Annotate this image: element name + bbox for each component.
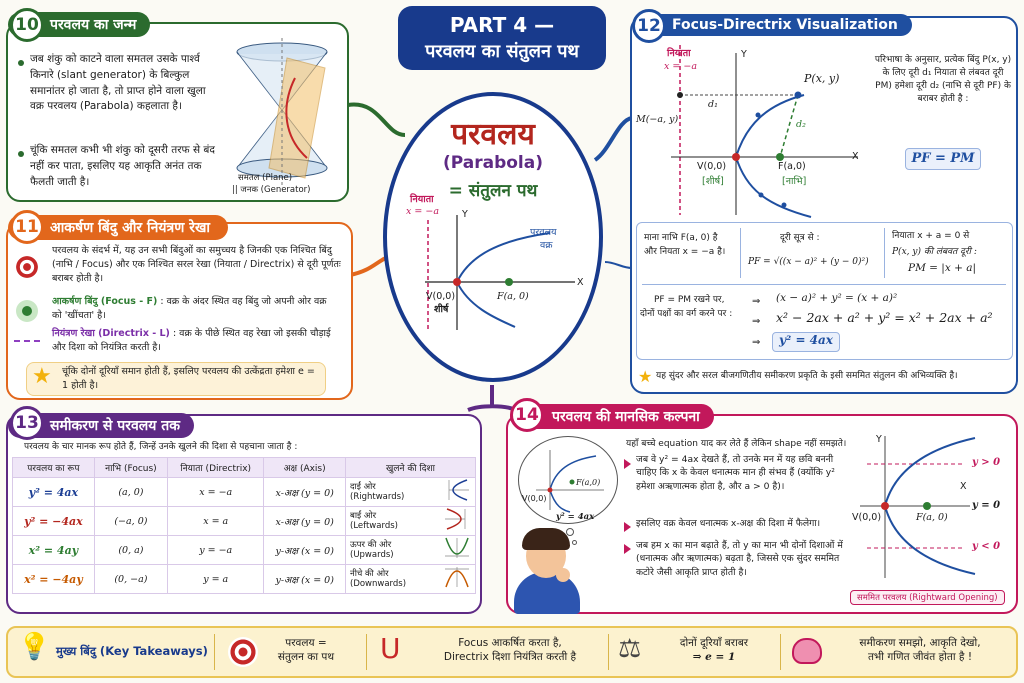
- implies-arrow: ⇒: [752, 316, 761, 327]
- g-vertex: V(0,0): [852, 512, 882, 523]
- table-header-row: [13, 458, 476, 478]
- implies-arrow: ⇒: [752, 296, 761, 307]
- row-directrix: x = −a: [168, 478, 264, 507]
- s12-footer: यह सुंदर और सरल बीजगणितीय समीकरण प्रकृति के इसी सममित संतुलन की अभिव्यक्ति है।: [656, 371, 958, 381]
- center-title: परवलय: [451, 117, 535, 152]
- center-english: (Parabola): [442, 153, 544, 173]
- brain-icon: [792, 638, 822, 664]
- star-icon: ★: [32, 364, 52, 389]
- center-directrix-eq: x = −a: [406, 206, 439, 217]
- g-y-zero: y = 0: [972, 500, 1001, 511]
- mini-parabola-down: [443, 565, 471, 589]
- directrix-line-icon: [14, 340, 40, 342]
- bulb-icon: 💡: [18, 632, 51, 662]
- divider: [366, 634, 367, 670]
- section-10-number: 10: [10, 8, 44, 42]
- table-row: [13, 536, 476, 565]
- section-11-number: 11: [10, 210, 44, 244]
- bullet-arrow: [624, 459, 631, 469]
- row-open: ऊपर की ओर: [350, 539, 392, 550]
- child-hand: [556, 568, 570, 582]
- takeaway-3b: ⇒ e = 1: [692, 651, 736, 664]
- center-vertex-name: शीर्ष: [434, 304, 449, 315]
- center-vertex: V(0,0): [426, 291, 456, 302]
- g-y-positive: y > 0: [972, 457, 1001, 468]
- takeaway-4b: तभी गणित जीवंत होता है !: [867, 651, 973, 664]
- takeaways-title: मुख्य बिंदु (Key Takeaways): [56, 644, 208, 658]
- s14-bullet-3: जब हम x का मान बढ़ाते हैं, तो y का मान भी दोनों दिशाओं में (धनात्मक और ऋणात्मक) बढ़ता है, जिससे एक सुंदर सममित कटोरे जैसी आकृति प्राप्त होती है।: [636, 540, 843, 578]
- center-curve-label2: वक्र: [540, 240, 553, 251]
- s14-graph-caption: सममित परवलय (Rightward Opening): [850, 590, 1005, 605]
- s12-c1a: माना नाभि F(a, 0) है: [644, 233, 718, 243]
- thought-bubble: [566, 528, 574, 536]
- table-row: [13, 507, 476, 536]
- title-banner: [398, 6, 606, 70]
- takeaway-1: [266, 636, 346, 664]
- row-focus: (−a, 0): [94, 507, 167, 536]
- s12-dir-eq: x = −a: [664, 61, 697, 72]
- s14-intro: यहाँ बच्चे equation याद कर लेते हैं लेकिन shape नहीं समझते।: [626, 439, 847, 449]
- s12-step2: दोनों पक्षों का वर्ग करने पर :: [640, 309, 733, 319]
- table-header: अक्ष (Axis): [264, 458, 346, 478]
- takeaway-3: [654, 636, 774, 664]
- center-directrix-label: नियाता: [410, 194, 434, 205]
- bullet: [18, 60, 24, 66]
- row-focus: (0, −a): [94, 565, 167, 594]
- center-y-axis: Y: [462, 209, 468, 220]
- takeaway-2: [418, 636, 602, 664]
- row-directrix: y = a: [168, 565, 264, 594]
- takeaway-2a: Focus आकर्षित करता है,: [458, 637, 562, 649]
- mini-parabola-up: [443, 536, 471, 560]
- s12-M: M(−a, y): [636, 114, 679, 125]
- star-icon: ★: [638, 367, 653, 386]
- section-12-title: Focus-Directrix Visualization: [672, 17, 898, 33]
- takeaway-1b: संतुलन का पथ: [277, 651, 335, 664]
- cloud-V: V(0,0): [522, 494, 547, 503]
- divider: [780, 634, 781, 670]
- s12-c3b: P(x, y) की लंबवत दूरी :: [892, 247, 977, 257]
- row-axis: y-अक्ष (x = 0): [264, 565, 346, 594]
- s12-eq1: (x − a)² + y² = (x + a)²: [776, 292, 898, 304]
- child-hair: [522, 528, 570, 550]
- row-direction: [346, 507, 476, 536]
- table-header: नाभि (Focus): [94, 458, 167, 478]
- table-header: परवलय का रूप: [13, 458, 95, 478]
- s11-dir-head: नियंत्रण रेखा (Directrix - L): [52, 328, 170, 339]
- takeaway-1a: परवलय =: [285, 637, 327, 649]
- s12-d1: d₁: [708, 99, 718, 110]
- s11-dir-text: : वक्र के पीछे स्थित वह रेखा जो इसकी चौड़ाई और दिशा को नियंत्रित करती है।: [52, 328, 331, 353]
- parabola-forms-table: [12, 457, 476, 594]
- s14-bullet-1: जब वे y² = 4ax देखते हैं, तो उनके मन में यह छवि बननी चाहिए कि x के केवल धनात्मक मान ही संभव हैं (क्योंकि y² हमेशा अऋणात्मक होता है, और a > 0 है)।: [636, 454, 835, 492]
- takeaway-4: [830, 636, 1010, 664]
- s12-c3a: नियाता x + a = 0 से: [892, 231, 970, 241]
- s13-intro: परवलय के चार मानक रूप होते हैं, जिन्हें उनके खुलने की दिशा से पहचाना जाता है :: [24, 442, 298, 452]
- section-10-title: परवलय का जन्म: [50, 17, 137, 33]
- row-open: दाईं ओर: [350, 481, 376, 492]
- cone-caption-plane: समतल (Plane): [238, 173, 293, 183]
- s12-focus-name: [नाभि]: [782, 176, 807, 187]
- implies-arrow: ⇒: [752, 337, 761, 348]
- s12-c2b: PF = √((x − a)² + (y − 0)²): [748, 257, 869, 267]
- g-x-axis: X: [960, 481, 967, 492]
- row-axis: x-अक्ष (y = 0): [264, 478, 346, 507]
- divider: [214, 634, 215, 670]
- s12-x-axis: X: [852, 151, 859, 162]
- section-13-title: समीकरण से परवलय तक: [50, 418, 180, 434]
- row-open-en: (Rightwards): [350, 492, 405, 502]
- focus-dot-icon: [16, 300, 38, 322]
- section-12-number: 12: [632, 9, 666, 43]
- row-form: y² = −4ax: [13, 507, 95, 536]
- row-direction: [346, 565, 476, 594]
- thought-bubble: [572, 540, 577, 545]
- title-subtitle: परवलय का संतुलन पथ: [425, 41, 579, 62]
- row-form: x² = −4ay: [13, 565, 95, 594]
- row-directrix: x = a: [168, 507, 264, 536]
- table-header: खुलने की दिशा: [346, 458, 476, 478]
- center-tagline: = संतुलन पथ: [448, 181, 538, 201]
- target-icon: [228, 637, 258, 667]
- row-form: x² = 4ay: [13, 536, 95, 565]
- s12-definition: परिभाषा के अनुसार, प्रत्येक बिंदु P(x, y) के लिए दूरी d₁ नियाता से लंबवत दूरी PM) हमेशा दूरी d₂ (नाभि से दूरी PF) के बराबर होती है :: [874, 55, 1012, 105]
- s12-F: F(a,0): [778, 161, 806, 172]
- row-direction: [346, 536, 476, 565]
- s10-para-2: चूंकि समतल कभी भी शंकु को दूसरी तरफ से बंद नहीं कर पाता, इसलिए यह आकृति अनंत तक फैलती जाती है।: [30, 144, 215, 188]
- row-open: नीचे की ओर: [350, 568, 389, 579]
- title-part: PART 4 —: [449, 13, 555, 37]
- divider: [740, 228, 741, 278]
- row-open-en: (Downwards): [350, 579, 407, 589]
- s12-eq3: y² = 4ax: [772, 332, 840, 352]
- magnet-icon: Ս: [380, 632, 401, 665]
- table-row: [13, 565, 476, 594]
- center-curve-label: परवलय: [530, 227, 557, 238]
- s12-def-eq: PF = PM: [905, 148, 981, 170]
- s11-note: चूंकि दोनों दूरियाँ समान होती हैं, इसलिए परवलय की उत्केंद्रता हमेशा e = 1 होती है।: [62, 366, 315, 391]
- table-header: नियाता (Directrix): [168, 458, 264, 478]
- mini-parabola-left: [443, 507, 471, 531]
- center-focus: F(a, 0): [497, 291, 529, 302]
- s11-focus-head: आकर्षण बिंदु (Focus - F): [52, 296, 158, 307]
- takeaway-4a: समीकरण समझो, आकृति देखो,: [859, 637, 981, 649]
- s14-bullet-2: इसलिए वक्र केवल धनात्मक x-अक्ष की दिशा में फैलेगा।: [636, 518, 821, 529]
- cloud-eq: y² = 4ax: [556, 512, 595, 522]
- s12-dir-label: नियाता: [667, 48, 691, 59]
- s12-y-axis: Y: [741, 49, 747, 60]
- s10-para-1: जब शंकु को काटने वाला समतल उसके पार्श्व किनारे (slant generator) के बिल्कुल समानांतर हो जाता है, तो प्राप्त होने वाला खुला वक्र परवलय (Parabola) कहलाता है।: [30, 53, 206, 113]
- center-x-axis: X: [577, 277, 584, 288]
- s11-directrix: [52, 327, 332, 355]
- section-13-number: 13: [10, 406, 44, 440]
- row-axis: x-अक्ष (y = 0): [264, 507, 346, 536]
- takeaway-3a: दोनों दूरियाँ बराबर: [679, 637, 749, 649]
- row-open-en: (Upwards): [350, 550, 394, 560]
- s11-para-1: परवलय के संदर्भ में, यह उन सभी बिंदुओं का समुच्चय है जिनकी एक निश्चित बिंदु (नाभि / Focus) और एक निश्चित सरल रेखा (नियाता / Directrix) से दूरी पूर्णतः बराबर होती है।: [52, 245, 341, 284]
- takeaway-2b: Directrix दिशा नियंत्रित करती है: [443, 651, 577, 664]
- s12-c2a: दूरी सूत्र से :: [780, 233, 820, 243]
- s12-V: V(0,0): [697, 161, 727, 172]
- section-14-title: परवलय की मानसिक कल्पना: [552, 409, 700, 425]
- s12-P: P(x, y): [804, 72, 840, 85]
- divider: [608, 634, 609, 670]
- s11-focus: [52, 295, 332, 323]
- bullet-arrow: [624, 522, 631, 532]
- row-form: y² = 4ax: [13, 478, 95, 507]
- s12-d2: d₂: [796, 119, 806, 130]
- section-12-header: [636, 14, 912, 36]
- s11-focus-text: : वक्र के अंदर स्थित वह बिंदु जो अपनी ओर वक्र को 'खींचता' है।: [52, 296, 327, 321]
- row-direction: [346, 478, 476, 507]
- cone-caption-generator: || जनक (Generator): [232, 185, 311, 195]
- bullet: [18, 151, 24, 157]
- bullet-arrow: [624, 544, 631, 554]
- row-open: बाईं ओर: [350, 510, 377, 521]
- mini-parabola-right: [443, 478, 471, 502]
- g-focus: F(a, 0): [916, 512, 948, 523]
- row-axis: y-अक्ष (x = 0): [264, 536, 346, 565]
- s12-c1b: और नियता x = −a है।: [644, 247, 726, 257]
- s12-eq2: x² − 2ax + a² + y² = x² + 2ax + a²: [776, 310, 993, 325]
- row-open-en: (Leftwards): [350, 521, 398, 531]
- table-row: [13, 478, 476, 507]
- target-icon: [14, 254, 40, 280]
- s12-vertex-name: [शीर्ष]: [702, 176, 724, 187]
- cloud-F: F(a,0): [576, 478, 601, 487]
- row-focus: (a, 0): [94, 478, 167, 507]
- scales-icon: ⚖: [618, 634, 642, 664]
- g-y-axis: Y: [876, 434, 882, 445]
- section-11-title: आकर्षण बिंदु और नियंत्रण रेखा: [50, 220, 211, 236]
- s12-c3c: PM = |x + a|: [908, 262, 977, 274]
- row-focus: (0, a): [94, 536, 167, 565]
- section-14-number: 14: [510, 398, 544, 432]
- g-y-negative: y < 0: [972, 541, 1001, 552]
- divider: [884, 228, 885, 278]
- row-directrix: y = −a: [168, 536, 264, 565]
- s12-step1: PF = PM रखने पर,: [654, 295, 725, 305]
- divider: [642, 284, 1006, 285]
